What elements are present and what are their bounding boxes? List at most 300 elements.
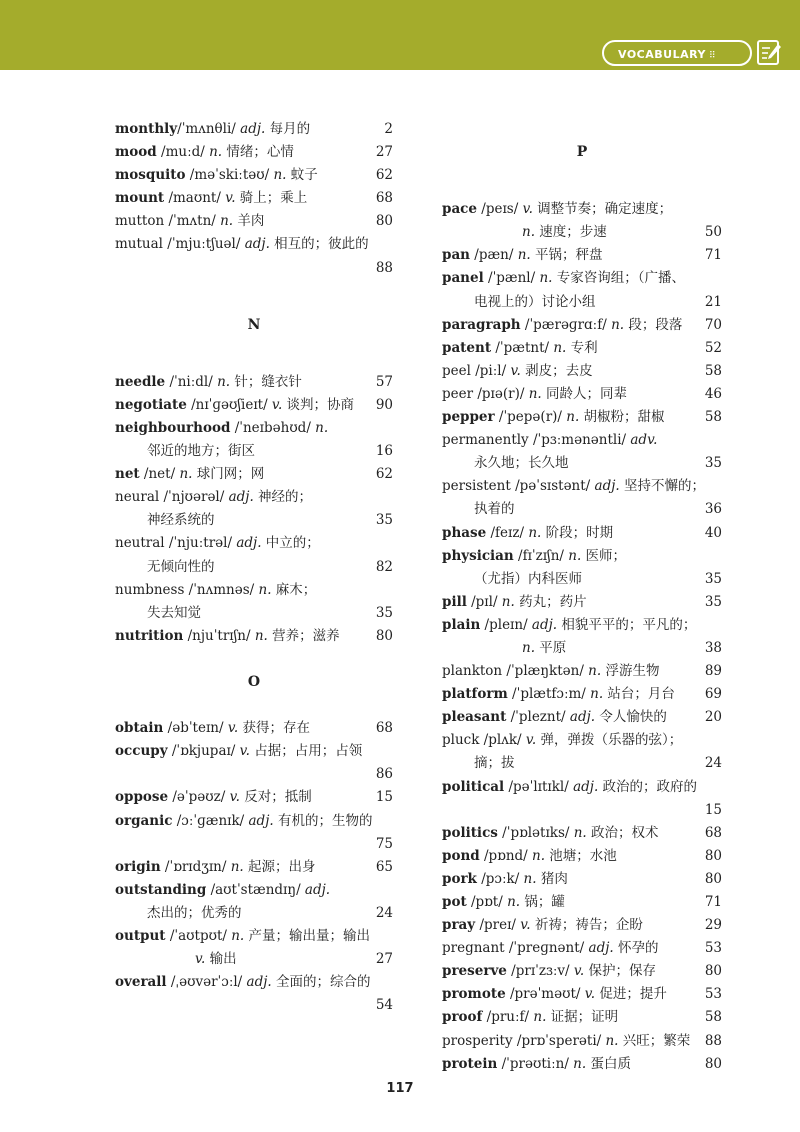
definition: 促进；提升 (595, 986, 667, 1003)
phonetic: numbness /ˈnʌmnəs/ (115, 581, 259, 598)
definition: 输出 (205, 951, 237, 968)
headword: net (115, 466, 140, 483)
page-ref: 40 (704, 524, 722, 541)
vocab-entry (115, 740, 393, 763)
definition: 羊肉 (233, 213, 265, 230)
definition: 营养；滋养 (267, 627, 340, 644)
part-of-speech: n. (533, 1009, 547, 1026)
phonetic: /pruːf/ (482, 1009, 534, 1026)
entry-continuation (442, 637, 722, 660)
definition: 保护；保存 (584, 963, 656, 980)
vocab-entry (115, 971, 393, 994)
part-of-speech: n. (522, 639, 535, 656)
phonetic: persistent /pəˈsɪstənt/ (442, 478, 595, 495)
phonetic: /pɪl/ (466, 593, 502, 610)
part-of-speech: adj. (228, 489, 254, 506)
phonetic: /ɔːˈɡænɪk/ (172, 812, 249, 829)
definition: 速度；步速 (535, 224, 607, 241)
phonetic: /prɪˈzɜːv/ (506, 963, 574, 980)
phonetic: /ˈɒrɪdʒɪn/ (160, 858, 231, 875)
headword: needle (115, 373, 166, 390)
vocabulary-badge (602, 40, 752, 66)
page-ref: 62 (375, 167, 393, 184)
vocab-entry (115, 210, 393, 233)
definition: 专利 (566, 339, 598, 356)
phonetic: peer /pɪə(r)/ (442, 385, 529, 402)
phonetic: /ˈpætnt/ (491, 339, 554, 356)
page-ref: 35 (704, 593, 722, 610)
phonetic: pluck /plʌk/ (442, 732, 526, 749)
spacer (442, 164, 722, 198)
page-ref: 38 (704, 639, 722, 656)
phonetic: /ˈpɒlətɪks/ (497, 824, 574, 841)
vocab-entry (115, 925, 393, 948)
vocab-entry (115, 118, 393, 141)
page-ref: 29 (704, 917, 722, 934)
definition: 起源；出身 (243, 858, 316, 875)
phonetic: /fɪˈzɪʃn/ (513, 547, 569, 564)
page-ref: 53 (704, 986, 722, 1003)
part-of-speech: v. (195, 951, 206, 968)
entry-continuation (442, 221, 722, 244)
definition: 失去知觉 (147, 604, 201, 621)
definition: 有机的；生物的 (273, 812, 373, 829)
headword: neighbourhood (115, 419, 231, 436)
headword: overall (115, 974, 167, 991)
definition: 锅；罐 (520, 894, 565, 910)
headword: patent (442, 339, 492, 356)
entry-continuation (115, 948, 393, 971)
headword: pepper (442, 409, 495, 426)
page-ref: 36 (704, 501, 722, 518)
part-of-speech: v. (584, 986, 596, 1003)
vocab-entry (115, 417, 393, 440)
headword: negotiate (115, 396, 187, 413)
page-number: 117 (386, 1081, 414, 1096)
part-of-speech: v. (229, 789, 240, 806)
vocab-entry (442, 868, 722, 891)
phonetic: /ˌəʊvərˈɔːl/ (166, 974, 247, 991)
part-of-speech: adj. (240, 121, 266, 137)
vocab-entry (115, 141, 393, 164)
part-of-speech: adj. (573, 778, 599, 795)
definition: 占据；占用；占领 (249, 743, 363, 760)
definition: 剥皮；去皮 (520, 362, 593, 379)
part-of-speech: adj. (588, 940, 614, 957)
vocab-entry (442, 337, 722, 360)
vocab-entry (442, 937, 722, 960)
part-of-speech: n. (517, 247, 531, 264)
part-of-speech: adj. (248, 812, 274, 829)
spacer (115, 280, 393, 314)
vocab-entry (442, 891, 722, 914)
part-of-speech: n. (573, 824, 587, 841)
definition: 令人愉快的 (595, 709, 667, 726)
headword: paragraph (442, 316, 521, 333)
entry-continuation (115, 763, 393, 786)
vocab-entry (442, 1053, 722, 1076)
definition: 摘；拔 (474, 755, 515, 772)
definition: 兴旺；繁荣 (618, 1032, 691, 1049)
phonetic: /feɪz/ (486, 524, 529, 541)
part-of-speech: n. (230, 858, 244, 875)
headword: phase (442, 524, 487, 541)
part-of-speech: n. (566, 409, 580, 426)
part-of-speech: n. (605, 1032, 619, 1049)
vocabulary-label: VOCABULARY (618, 48, 706, 61)
page-ref: 35 (704, 455, 722, 472)
phonetic: /pəˈlɪtɪkl/ (504, 778, 574, 795)
phonetic: /preɪ/ (475, 917, 521, 934)
part-of-speech: n. (507, 894, 521, 910)
headword: pan (442, 247, 471, 264)
page-ref: 46 (704, 385, 722, 402)
spacer (115, 694, 393, 717)
part-of-speech: n. (522, 224, 535, 241)
page-ref: 27 (375, 951, 393, 968)
phonetic: /ˈmʌnθli/ (177, 121, 241, 137)
page-ref: 21 (704, 293, 722, 310)
page-ref: 20 (704, 709, 722, 726)
part-of-speech: n. (315, 419, 329, 436)
page-ref: 54 (375, 997, 393, 1014)
entry-continuation (442, 752, 722, 775)
phonetic: /pɔːk/ (476, 870, 524, 887)
page-ref: 58 (704, 409, 722, 426)
headword: platform (442, 686, 508, 703)
section-letter: N (247, 316, 261, 333)
page-ref: 50 (704, 224, 722, 241)
vocab-entry (442, 406, 722, 429)
vocab-entry (442, 614, 722, 637)
vocab-entry (442, 522, 722, 545)
phonetic: /əˈpəʊz/ (168, 789, 230, 806)
definition: 球门网；网 (192, 466, 265, 483)
headword: monthly (115, 121, 178, 137)
definition: 蚊子 (286, 167, 318, 184)
definition: 猪肉 (536, 870, 568, 887)
phonetic: pregnant /ˈpreɡnənt/ (442, 940, 589, 957)
vocab-entry (115, 486, 393, 509)
part-of-speech: n. (220, 213, 234, 230)
definition: 每月的 (265, 121, 311, 137)
definition: 相貌平平的；平凡的； (557, 616, 697, 633)
phonetic: /pɒt/ (466, 894, 508, 910)
page-ref: 58 (704, 362, 722, 379)
definition: 情绪；心情 (222, 144, 294, 161)
page-ref: 90 (375, 396, 393, 413)
phonetic: /pleɪn/ (480, 616, 532, 633)
definition: 同龄人；同辈 (541, 385, 627, 402)
vocab-entry (115, 233, 393, 256)
phonetic: /pɒnd/ (479, 847, 533, 864)
entry-continuation (115, 902, 393, 925)
headword: politics (442, 824, 498, 841)
vocab-entry (115, 463, 393, 486)
page-ref: 57 (375, 373, 393, 390)
vocab-entry (442, 729, 722, 752)
part-of-speech: n. (528, 385, 542, 402)
vocab-entry (442, 314, 722, 337)
headword: plain (442, 616, 481, 633)
headword: origin (115, 858, 161, 875)
vocab-entry (442, 660, 722, 683)
definition: 医师； (581, 547, 627, 564)
page-ref: 15 (375, 789, 393, 806)
phonetic: /njuˈtrɪʃn/ (183, 627, 255, 644)
headword: occupy (115, 743, 168, 760)
phonetic: /ˈpleznt/ (506, 709, 570, 726)
entry-continuation (115, 257, 393, 280)
part-of-speech: n. (568, 547, 582, 564)
phonetic: /əbˈteɪn/ (163, 720, 228, 737)
headword: output (115, 928, 166, 944)
page-ref: 88 (704, 1032, 722, 1049)
page-ref: 75 (375, 835, 393, 852)
definition: 怀孕的 (613, 940, 659, 957)
headword: proof (442, 1009, 483, 1026)
definition: 骑上；乘上 (235, 190, 308, 207)
page-ref: 82 (375, 558, 393, 575)
part-of-speech: v. (520, 917, 531, 934)
vocab-entry (115, 786, 393, 809)
vocab-entry (442, 545, 722, 568)
vocab-entry (115, 856, 393, 879)
page-ref: 53 (704, 940, 722, 957)
vocab-entry (115, 394, 393, 417)
vocab-entry (115, 532, 393, 555)
headword: pill (442, 593, 467, 610)
part-of-speech: v. (227, 720, 239, 737)
vocab-entry (115, 164, 393, 187)
definition: 相互的；彼此的 (269, 236, 369, 253)
spacer (442, 118, 722, 141)
page-ref: 24 (375, 904, 393, 921)
page-ref: 68 (375, 720, 393, 737)
phonetic: plankton /ˈplæŋktən/ (442, 663, 589, 680)
part-of-speech: v. (525, 732, 537, 749)
phonetic: neural /ˈnjʊərəl/ (115, 489, 229, 506)
entry-continuation (442, 568, 722, 591)
headword: physician (442, 547, 514, 564)
definition: 平原 (535, 639, 567, 656)
page-ref: 15 (704, 801, 722, 818)
definition: 谈判；协商 (282, 396, 355, 413)
part-of-speech: adj. (594, 478, 620, 495)
page-ref: 69 (704, 686, 722, 703)
page-ref: 65 (375, 858, 393, 875)
entry-continuation (115, 994, 393, 1017)
entry-continuation (442, 452, 722, 475)
phonetic: /aʊtˈstændɪŋ/ (206, 881, 305, 898)
page-ref: 80 (375, 213, 393, 230)
definition: 电视上的）讨论小组 (474, 293, 596, 310)
phonetic: /peɪs/ (477, 201, 523, 218)
vocab-entry (442, 267, 722, 290)
part-of-speech: v. (239, 743, 250, 760)
page-ref: 80 (704, 1055, 722, 1072)
definition: 麻木； (271, 581, 317, 598)
vocab-entry (442, 683, 722, 706)
page-ref: 86 (375, 766, 393, 783)
vocab-entry (442, 845, 722, 868)
page-ref: 68 (375, 190, 393, 207)
part-of-speech: n. (539, 270, 553, 287)
definition: 神经的； (253, 489, 313, 506)
page-ref: 71 (704, 247, 722, 264)
vocab-entry (115, 579, 393, 602)
vocab-entry (442, 914, 722, 937)
phonetic: /ˈplætfɔːm/ (507, 686, 591, 703)
definition: 针；缝衣针 (230, 373, 302, 390)
part-of-speech: n. (588, 663, 602, 680)
page-ref: 71 (704, 894, 722, 910)
definition: 坚持不懈的； (619, 478, 705, 495)
vocab-entry (115, 371, 393, 394)
phonetic: /ˈneɪbəhʊd/ (230, 419, 316, 436)
definition: 阶段；时期 (541, 524, 614, 541)
part-of-speech: n. (523, 870, 537, 887)
entry-continuation (115, 833, 393, 856)
definition: 杰出的；优秀的 (147, 904, 242, 921)
definition: 弹，弹拨（乐器的弦）； (536, 732, 683, 749)
vocab-entry (442, 1030, 722, 1053)
part-of-speech: n. (258, 581, 272, 598)
part-of-speech: adj. (304, 881, 331, 898)
headword: nutrition (115, 627, 184, 644)
vocab-entry (442, 1006, 722, 1029)
vocab-entry (442, 822, 722, 845)
definition: 全面的；综合的 (271, 974, 371, 991)
headword: panel (442, 270, 484, 287)
page-ref: 24 (704, 755, 722, 772)
headword: organic (115, 812, 173, 829)
phonetic: prosperity /prɒˈsperəti/ (442, 1032, 606, 1049)
definition: 政治的；政府的 (598, 778, 698, 795)
part-of-speech: n. (528, 524, 542, 541)
section-letter: P (576, 144, 588, 161)
part-of-speech: n. (231, 928, 245, 944)
part-of-speech: n. (179, 466, 193, 483)
phonetic: mutton /ˈmʌtn/ (115, 213, 221, 230)
page-ref: 62 (375, 466, 393, 483)
part-of-speech: n. (209, 144, 223, 161)
part-of-speech: v. (225, 190, 236, 207)
right-column (442, 118, 722, 1076)
phonetic: /pæn/ (470, 247, 518, 264)
definition: 反对；抵制 (239, 789, 312, 806)
part-of-speech: n. (553, 339, 567, 356)
headword: promote (442, 986, 506, 1003)
headword: pace (442, 201, 477, 218)
definition: 产量；输出量；输出 (244, 928, 371, 944)
page-ref: 58 (704, 1009, 722, 1026)
definition: 药丸；药片 (514, 593, 587, 610)
headword: pot (442, 894, 467, 910)
part-of-speech: adj. (569, 709, 596, 726)
definition: 站台；月台 (603, 686, 675, 703)
headword: pray (442, 917, 476, 934)
phonetic: peel /piːl/ (442, 362, 511, 379)
part-of-speech: n. (254, 627, 268, 644)
vocab-entry (115, 625, 393, 648)
entry-continuation (442, 799, 722, 822)
definition: 证据；证明 (546, 1009, 619, 1026)
page-ref: 80 (704, 847, 722, 864)
page-ref: 16 (375, 443, 393, 460)
headword: pleasant (442, 709, 507, 726)
phonetic: /prəˈməʊt/ (505, 986, 585, 1003)
headword: protein (442, 1055, 498, 1072)
part-of-speech: n. (217, 373, 231, 390)
headword: preserve (442, 963, 507, 980)
page-ref: 89 (704, 663, 722, 680)
entry-continuation (115, 602, 393, 625)
definition: 蛋白质 (586, 1055, 631, 1072)
page-ref: 35 (375, 512, 393, 529)
vocab-entry (115, 879, 393, 902)
page-ref: 68 (704, 824, 722, 841)
vocab-entry (442, 475, 722, 498)
vocab-entry (442, 244, 722, 267)
page-ref: 80 (704, 963, 722, 980)
vocab-entry (442, 383, 722, 406)
definition: 浮游生物 (601, 663, 660, 680)
definition: 专家咨询组；（广播、 (552, 270, 686, 287)
definition: （尤指）内科医师 (474, 570, 582, 587)
headword: pork (442, 870, 477, 887)
part-of-speech: n. (532, 847, 546, 864)
phonetic: neutral /ˈnjuːtrəl/ (115, 535, 237, 552)
entry-continuation (115, 509, 393, 532)
phonetic: /ˈpærəɡrɑːf/ (520, 316, 612, 333)
notepad-pencil-icon (756, 38, 782, 66)
part-of-speech: adj. (246, 974, 272, 991)
phonetic: /ˈaʊtpʊt/ (165, 928, 232, 944)
definition: 执着的 (474, 501, 515, 518)
page-ref: 2 (384, 121, 393, 137)
part-of-speech: adv. (630, 432, 658, 449)
headword: obtain (115, 720, 164, 737)
vocab-entry (442, 706, 722, 729)
headword: mood (115, 144, 157, 161)
phonetic: mutual /ˈmjuːtʃuəl/ (115, 236, 245, 253)
section-letter: O (247, 673, 261, 690)
entry-continuation (115, 556, 393, 579)
page-ref: 35 (375, 604, 393, 621)
headword: outstanding (115, 881, 207, 898)
part-of-speech: n. (501, 593, 515, 610)
vocab-entry (442, 198, 722, 221)
page-ref: 27 (375, 144, 393, 161)
vocab-entry (442, 776, 722, 799)
part-of-speech: adj. (236, 535, 262, 552)
part-of-speech: v. (510, 362, 521, 379)
vocab-entry (442, 429, 722, 452)
vocab-entry (442, 360, 722, 383)
entry-continuation (442, 291, 722, 314)
part-of-speech: n. (573, 1055, 587, 1072)
part-of-speech: n. (611, 316, 625, 333)
definition: 邻近的地方；街区 (147, 443, 255, 460)
headword: pond (442, 847, 480, 864)
definition: 胡椒粉；甜椒 (579, 409, 665, 426)
phonetic: /net/ (139, 466, 180, 483)
phonetic: /ˈprəʊtiːn/ (497, 1055, 574, 1072)
part-of-speech: n. (273, 167, 287, 184)
part-of-speech: v. (522, 201, 533, 218)
part-of-speech: adj. (244, 236, 270, 253)
